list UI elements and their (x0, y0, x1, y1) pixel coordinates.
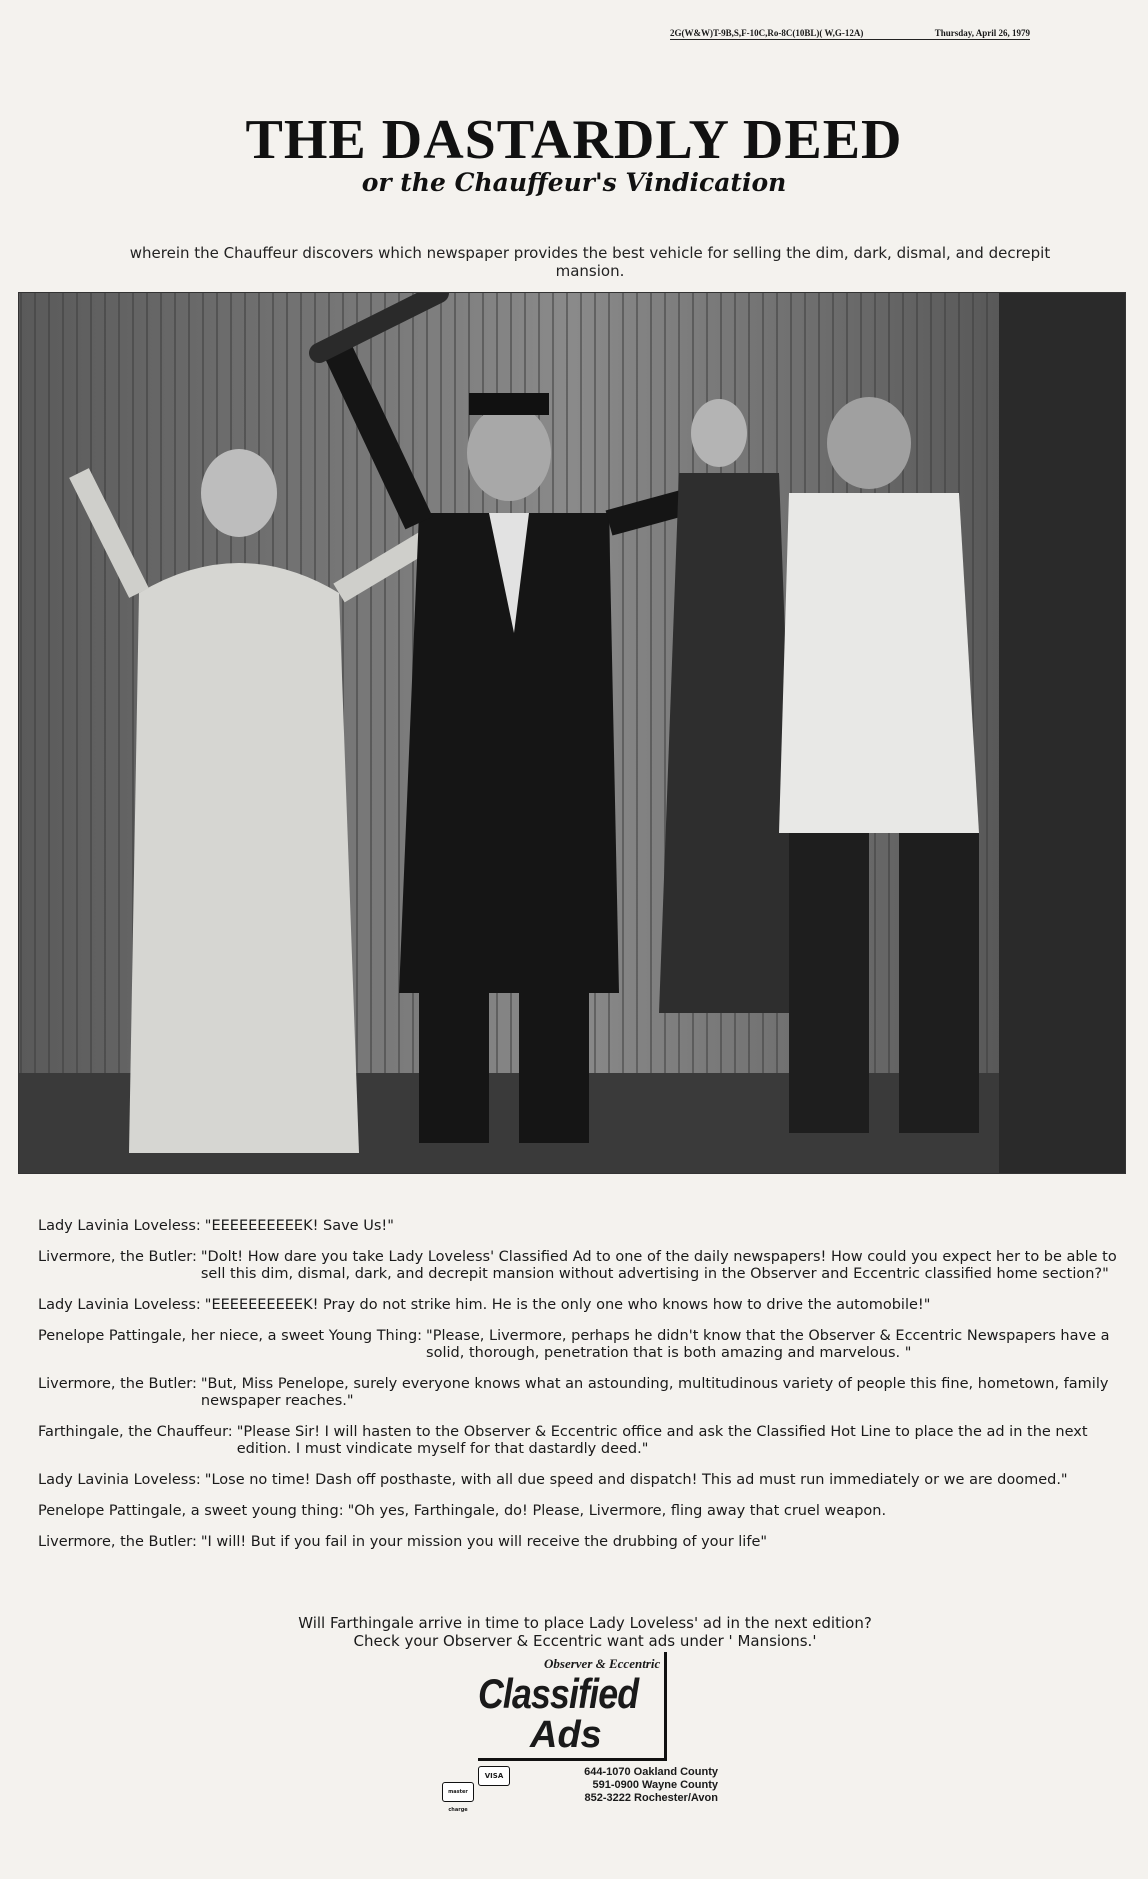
dialogue-line (38, 1328, 1128, 1362)
dialogue-line (38, 1376, 1128, 1410)
logo-classified: Classified (478, 1670, 639, 1717)
dialogue-line (38, 1503, 1128, 1520)
speaker: Livermore, the Butler: (38, 1534, 197, 1550)
speech: "Dolt! How dare you take Lady Loveless' Classified Ad to one of the daily newspapers! How could you expect her to be able to sell this dim, dismal, dark, and decrepit mansion without advertising in the Observer and Eccentric classified home section?" (200, 1249, 1117, 1282)
dialogue-line (38, 1297, 1128, 1314)
phone-wayne: 591-0900 Wayne County (592, 1779, 718, 1791)
speaker: Lady Lavinia Loveless: (38, 1218, 201, 1234)
ad-title: THE DASTARDLY DEED (245, 109, 903, 171)
speaker: Livermore, the Butler: (38, 1376, 197, 1392)
speech: "But, Miss Penelope, surely everyone knows what an astounding, multitudinous variety of people this fine, hometown, family newspaper reaches." (200, 1376, 1109, 1409)
check-line: Check your Observer & Eccentric want ads under ' Mansions.' (353, 1632, 817, 1650)
speech: "Please Sir! I will hasten to the Observer & Eccentric office and ask the Classified Hot Line to place the ad in the next edition. I must vindicate myself for that dastardly deed." (236, 1424, 1088, 1457)
intro-text: wherein the Chauffeur discovers which newspaper provides the best vehicle for selling the dim, dark, dismal, and decrepit mansion. (129, 244, 1051, 280)
speaker: Lady Lavinia Loveless: (38, 1472, 201, 1488)
ad-subtitle: or the Chauffeur's Vindication (361, 168, 787, 197)
visa-card-icon: VISA (478, 1766, 510, 1786)
speaker: Lady Lavinia Loveless: (38, 1297, 201, 1313)
speaker: Livermore, the Butler: (38, 1249, 197, 1265)
niece-figure (659, 399, 799, 1013)
closing-question (260, 1614, 910, 1650)
speech: "Lose no time! Dash off posthaste, with all due speed and dispatch! This ad must run immediately or we are doomed." (204, 1472, 1068, 1488)
question-line: Will Farthingale arrive in time to place Lady Loveless' ad in the next edition? (298, 1614, 872, 1632)
credit-cards (442, 1766, 512, 1813)
speech: "I will! But if you fail in your mission you will receive the drubbing of your life" (200, 1534, 768, 1550)
speech: "EEEEEEEEEEK! Save Us!" (204, 1218, 394, 1234)
speech: "EEEEEEEEEEK! Pray do not strike him. He is the only one who knows how to drive the automobile!" (204, 1297, 931, 1313)
dialogue-line (38, 1534, 1128, 1551)
dialogue-line (38, 1249, 1128, 1283)
phone-oakland: 644-1070 Oakland County (584, 1766, 718, 1778)
speaker: Farthingale, the Chauffeur: (38, 1424, 233, 1440)
dialogue-line (38, 1472, 1128, 1489)
dialogue-block (38, 1218, 1128, 1565)
classified-ads-logo (478, 1652, 667, 1761)
page-header (670, 28, 1030, 40)
edition-slug: 2G(W&W)T-9B,S,F-10C,Ro-8C(10BL)( W,G-12A) (670, 28, 864, 38)
speech: "Oh yes, Farthingale, do! Please, Livermore, fling away that cruel weapon. (347, 1503, 887, 1519)
mastercharge-card-icon: master charge (442, 1782, 474, 1802)
logo-ads: Ads (530, 1714, 602, 1756)
paper-name: Observer & Eccentric (544, 1656, 661, 1671)
issue-date: Thursday, April 26, 1979 (934, 28, 1030, 38)
dialogue-line (38, 1218, 1128, 1235)
speech: "Please, Livermore, perhaps he didn't know that the Observer & Eccentric Newspapers have a solid, thorough, penetration that is both amazing and marvelous. " (426, 1328, 1110, 1361)
dialogue-line (38, 1424, 1128, 1458)
phone-numbers (518, 1766, 718, 1805)
photo-illustration (19, 293, 1125, 1173)
phone-rochester: 852-3222 Rochester/Avon (584, 1792, 718, 1804)
melodrama-photo (18, 292, 1126, 1174)
speaker: Penelope Pattingale, her niece, a sweet Young Thing: (38, 1328, 423, 1344)
speaker: Penelope Pattingale, a sweet young thing: (38, 1503, 344, 1519)
